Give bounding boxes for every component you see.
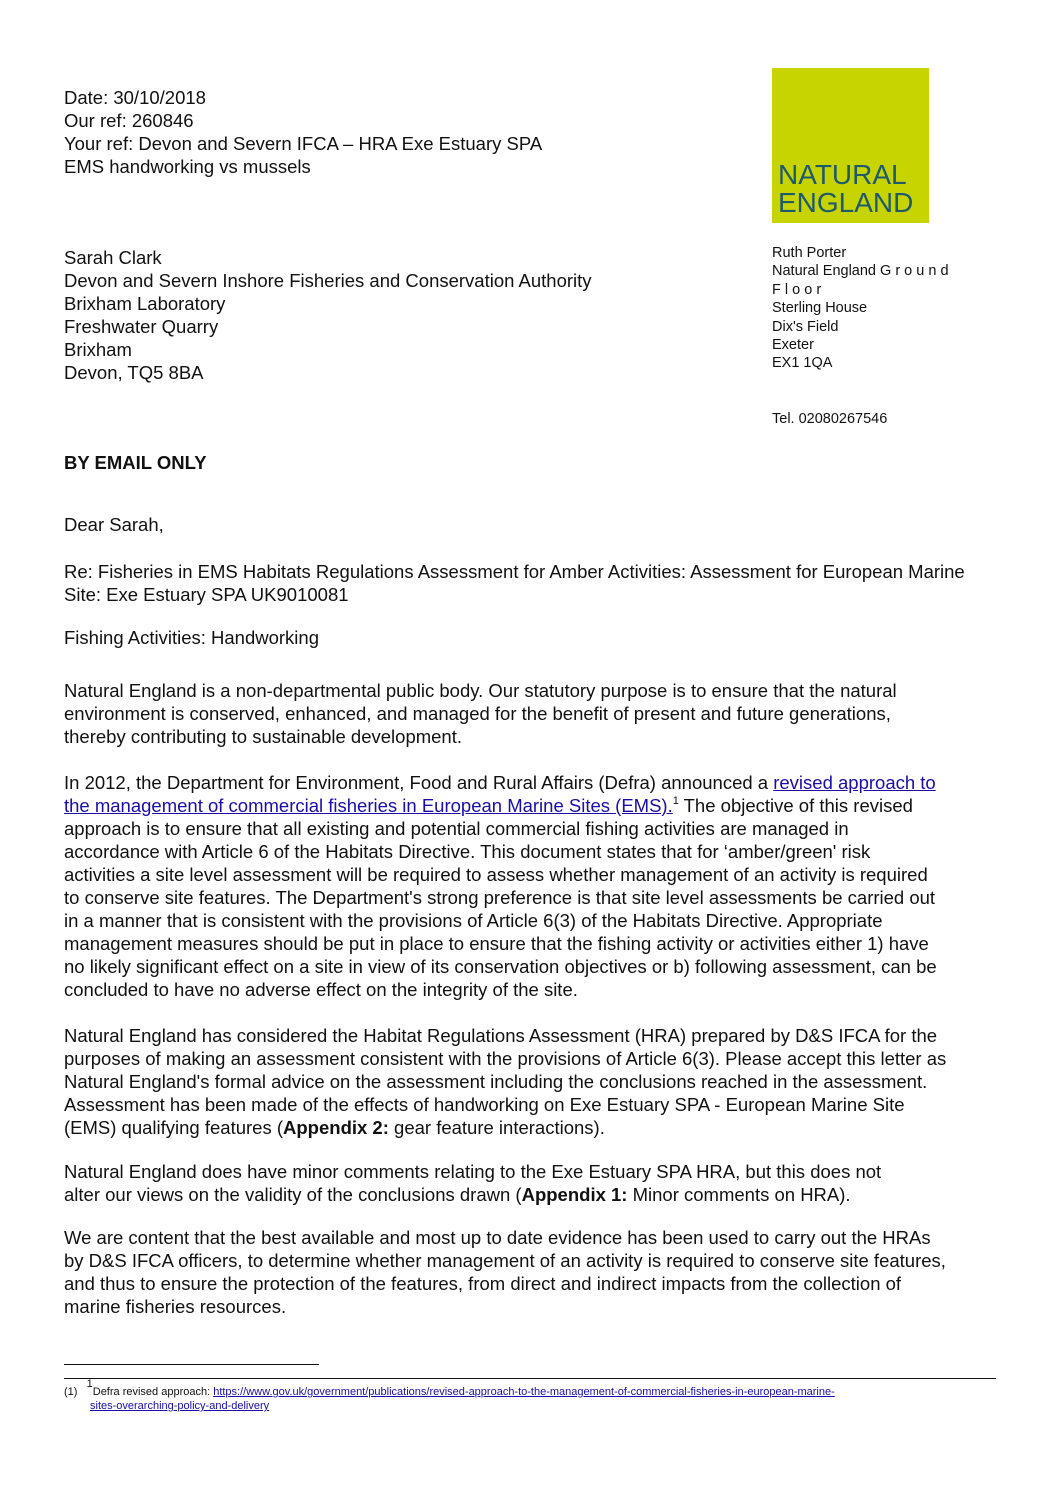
footnote-url-link[interactable]: https://www.gov.uk/government/publications/revised-approach-to-the-management-of-commercial-fisheries-in-european-marine- [213,1386,835,1398]
paragraph-line: by D&S IFCA officers, to determine whether management of an activity is required to conserve site features, [64,1250,946,1271]
footnote-ref: 1 [672,795,679,807]
text: The objective of this revised [678,795,913,816]
footnote-sup: 1 [86,1378,93,1390]
recipient-addr-1: Brixham Laboratory [64,293,226,314]
appendix-2-ref: Appendix 2: [283,1117,389,1138]
revised-approach-link[interactable]: revised approach to [773,772,936,793]
your-ref: Your ref: Devon and Severn IFCA – HRA Exe Estuary SPA [64,133,543,154]
paragraph-line: to conserve site features. The Department's strong preference is that site level assessments be carried out [64,887,936,908]
paragraph-line: concluded to have no adverse effect on the integrity of the site. [64,979,578,1000]
sender-addr-2: Dix's Field [772,318,839,335]
paragraph-line: management measures should be put in place to ensure that the fishing activity or activities either 1) have [64,933,929,954]
sender-org-line-2: F l o o r [772,281,822,298]
paragraph-hra-considered [64,1024,946,1139]
recipient-addr-3: Brixham [64,339,132,360]
sender-name: Ruth Porter [772,245,847,261]
recipient-addr-2: Freshwater Quarry [64,316,219,337]
paragraph-line: Natural England is a non-departmental public body. Our statutory purpose is to ensure that the natural [64,680,897,701]
text: In 2012, the Department for Environment, Food and Rural Affairs (Defra) announced a [64,772,774,793]
revised-approach-link-cont[interactable]: the management of commercial fisheries in European Marine Sites (EMS). [64,795,673,816]
paragraph-line [64,1183,881,1206]
paragraph-line: activities a site level assessment will be required to assess whether management of an activity is required [64,864,928,885]
recipient-address [64,246,592,384]
paragraph-defra [64,771,937,1001]
footnote-label: Defra revised approach: [92,1386,214,1398]
footnote-separator [64,1364,319,1365]
paragraph-intro [64,679,897,748]
paragraph-line: accordance with Article 6 of the Habitats Directive. This document states that for ‘amber/green' risk [64,841,871,862]
our-ref: Our ref: 260846 [64,110,194,131]
recipient-org: Devon and Severn Inshore Fisheries and Conservation Authority [64,270,592,291]
logo-line-1: NATURAL [778,159,907,190]
footnote-number: (1) [64,1386,78,1398]
paragraph-line: and thus to ensure the protection of the features, from direct and indirect impacts from the collection of [64,1273,902,1294]
paragraph-line: approach is to ensure that all existing and potential commercial fishing activities are managed in [64,818,849,839]
paragraph-minor-comments [64,1160,881,1206]
footnote-url-link-cont[interactable]: sites-overarching-policy-and-delivery [90,1400,270,1412]
text: alter our views on the validity of the conclusions drawn ( [64,1184,522,1205]
sender-postcode: EX1 1QA [772,355,833,372]
fishing-activities: Fishing Activities: Handworking [64,627,319,648]
paragraph-line: We are content that the best available and most up to date evidence has been used to carry out the HRAs [64,1227,931,1248]
paragraph-line: Natural England does have minor comments relating to the Exe Estuary SPA HRA, but this does not [64,1161,882,1182]
footnote [64,1378,835,1413]
re-line-1: Re: Fisheries in EMS Habitats Regulations Assessment for Amber Activities: Assessment for European Marine [64,561,965,582]
paragraph-line: purposes of making an assessment consistent with the provisions of Article 6(3). Please accept this letter as [64,1048,947,1069]
natural-england-logo [772,68,929,223]
subject-line: EMS handworking vs mussels [64,156,311,177]
paragraph-line: Natural England's formal advice on the assessment including the conclusions reached in the assessment. [64,1071,928,1092]
paragraph-line: marine fisheries resources. [64,1296,287,1317]
paragraph-line [64,1116,946,1139]
footnote-line-1 [64,1378,835,1399]
paragraph-content [64,1226,946,1318]
letter-date: Date: 30/10/2018 [64,87,206,108]
paragraph-line [64,771,937,794]
by-email-only: BY EMAIL ONLY [64,452,207,473]
recipient-name: Sarah Clark [64,247,162,268]
text: Minor comments on HRA). [627,1184,851,1205]
footnote-line-2 [64,1399,835,1413]
paragraph-line: no likely significant effect on a site in view of its conservation objectives or b) following assessment, can be [64,956,937,977]
paragraph-line: Assessment has been made of the effects of handworking on Exe Estuary SPA - European Marine Site [64,1094,905,1115]
re-line [64,560,965,606]
letter-meta [64,86,542,178]
recipient-addr-4: Devon, TQ5 8BA [64,362,204,383]
sender-tel: Tel. 02080267546 [772,411,888,427]
sender-addr-1: Sterling House [772,300,868,317]
text: (EMS) qualifying features ( [64,1117,284,1138]
salutation: Dear Sarah, [64,514,164,535]
paragraph-line: Natural England has considered the Habitat Regulations Assessment (HRA) prepared by D&S IFCA for the [64,1025,938,1046]
sender-org-line-1: Natural England G r o u n d [772,263,949,280]
text: gear feature interactions). [388,1117,605,1138]
paragraph-line: environment is conserved, enhanced, and managed for the benefit of present and future generations, [64,703,891,724]
appendix-1-ref: Appendix 1: [521,1184,628,1205]
paragraph-line [64,794,937,817]
sender-addr-3: Exeter [772,337,814,354]
re-line-2: Site: Exe Estuary SPA UK9010081 [64,584,349,605]
sender-address [772,244,949,373]
logo-line-2: ENGLAND [778,187,914,218]
paragraph-line: in a manner that is consistent with the provisions of Article 6(3) of the Habitats Directive. Appropriate [64,910,883,931]
footnote-table-rule [64,1378,996,1379]
paragraph-line: thereby contributing to sustainable development. [64,726,463,747]
